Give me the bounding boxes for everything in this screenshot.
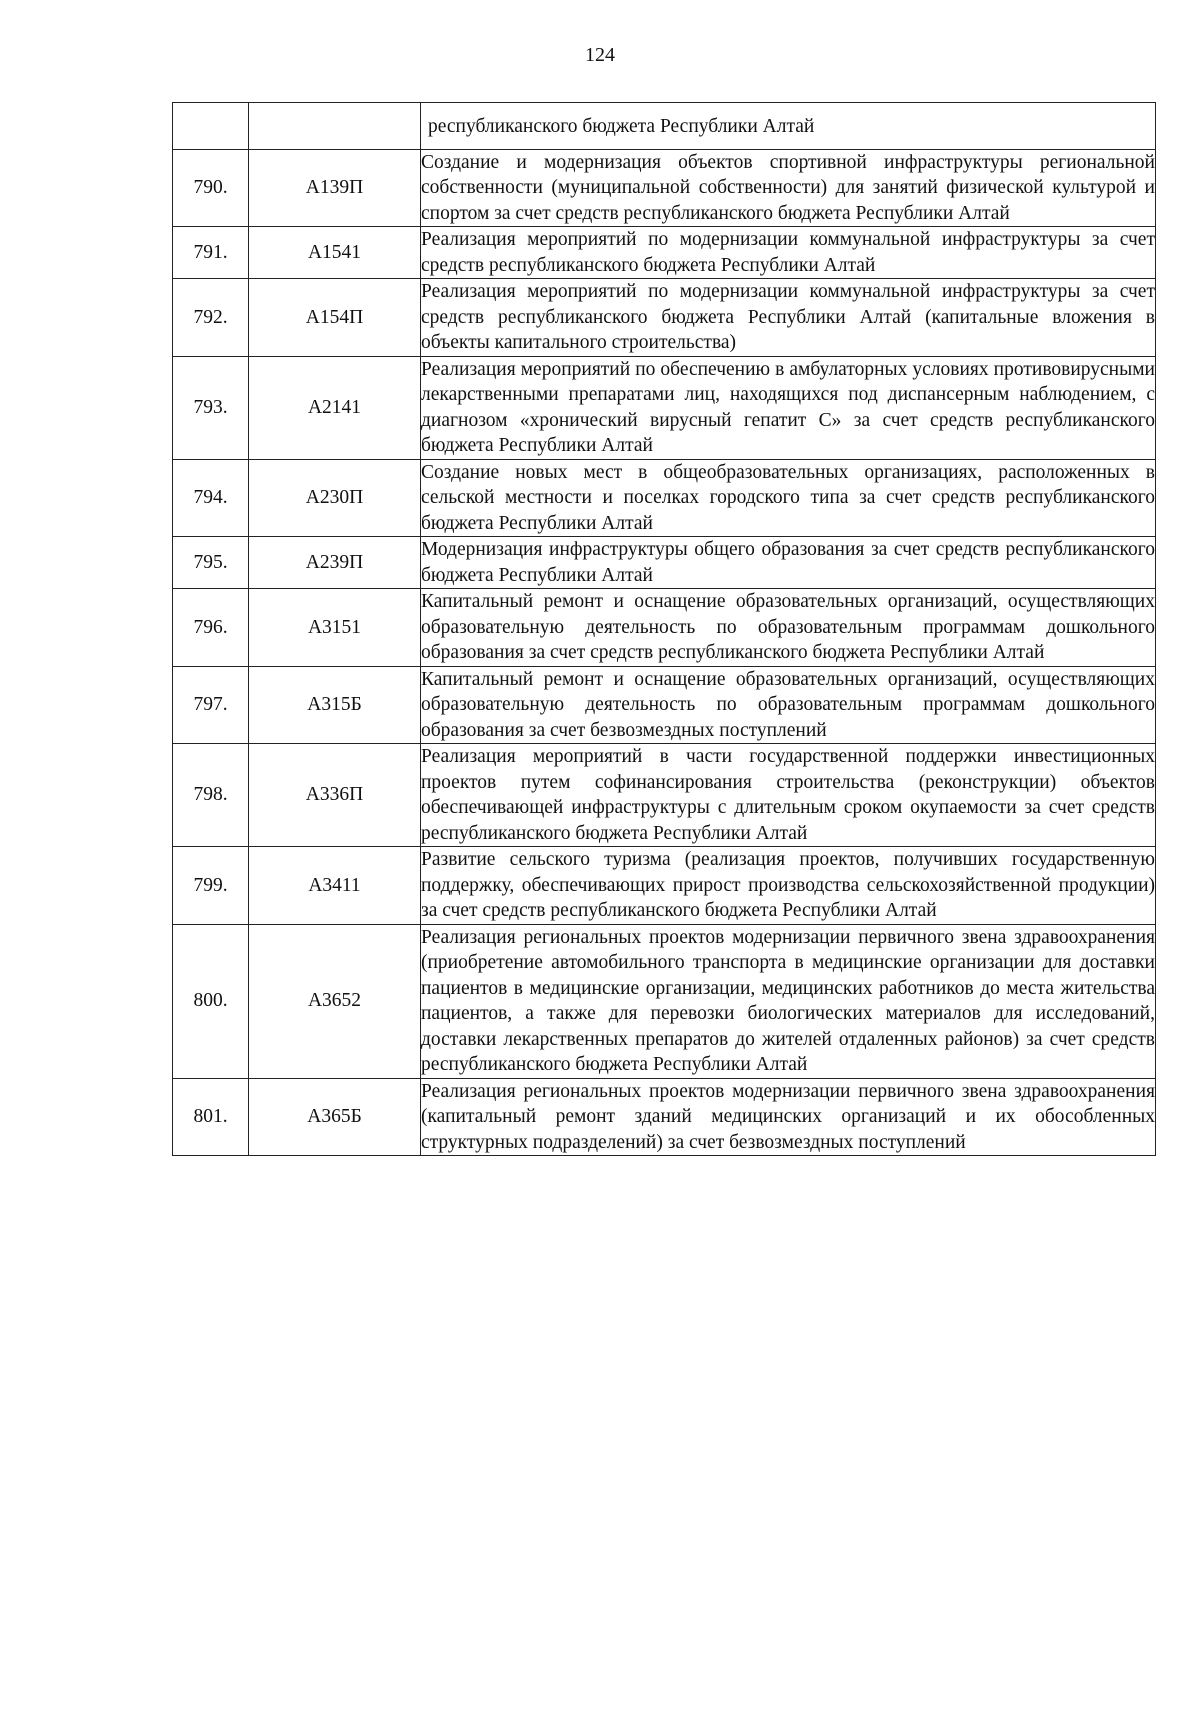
row-description: Реализация мероприятий по модернизации коммунальной инфраструктуры за счет средств республиканского бюджета Республики Алтай — [421, 227, 1156, 279]
row-description: Капитальный ремонт и оснащение образовательных организаций, осуществляющих образовательную деятельность по образовательным программам дошкольного образования за счет средств республиканского бюджета Республики Алтай — [421, 589, 1156, 667]
row-description: Реализация региональных проектов модернизации первичного звена здравоохранения (приобретение автомобильного транспорта в медицинские организации для доставки пациентов в медицинские организации, медицинских работников до места жительства пациентов, а также для перевозки биологических материалов для исследований, доставки лекарственных препаратов до жителей отдаленных районов) за счет средств республиканского бюджета Республики Алтай — [421, 924, 1156, 1078]
row-code: А336П — [249, 744, 421, 847]
budget-codes-table — [172, 102, 1156, 1156]
row-number: 799. — [173, 847, 249, 925]
row-code: А239П — [249, 537, 421, 589]
row-number: 801. — [173, 1078, 249, 1156]
row-code: А3151 — [249, 589, 421, 667]
row-number: 797. — [173, 666, 249, 744]
row-number: 791. — [173, 227, 249, 279]
row-description: Создание и модернизация объектов спортивной инфраструктуры региональной собственности (муниципальной собственности) для занятий физической культурой и спортом за счет средств республиканского бюджета Республики Алтай — [421, 149, 1156, 227]
row-description: республиканского бюджета Республики Алтай — [421, 103, 1156, 150]
row-description: Модернизация инфраструктуры общего образования за счет средств республиканского бюджета Республики Алтай — [421, 537, 1156, 589]
row-number: 792. — [173, 279, 249, 357]
row-code: А1541 — [249, 227, 421, 279]
row-description: Реализация мероприятий в части государственной поддержки инвестиционных проектов путем софинансирования строительства (реконструкции) объектов обеспечивающей инфраструктуры с длительным сроком окупаемости за счет средств республиканского бюджета Республики Алтай — [421, 744, 1156, 847]
row-description: Развитие сельского туризма (реализация проектов, получивших государственную поддержку, обеспечивающих прирост производства сельскохозяйственной продукции) за счет средств республиканского бюджета Республики Алтай — [421, 847, 1156, 925]
row-description: Реализация мероприятий по модернизации коммунальной инфраструктуры за счет средств республиканского бюджета Республики Алтай (капитальные вложения в объекты капитального строительства) — [421, 279, 1156, 357]
table-row — [173, 459, 1156, 537]
table-row — [173, 924, 1156, 1078]
table-row — [173, 149, 1156, 227]
row-code: А3411 — [249, 847, 421, 925]
row-description: Создание новых мест в общеобразовательных организациях, расположенных в сельской местности и поселках городского типа за счет средств республиканского бюджета Республики Алтай — [421, 459, 1156, 537]
row-number: 800. — [173, 924, 249, 1078]
table-row — [173, 356, 1156, 459]
table-row — [173, 279, 1156, 357]
table-row — [173, 847, 1156, 925]
row-description: Реализация мероприятий по обеспечению в амбулаторных условиях противовирусными лекарственными препаратами лиц, находящихся под диспансерным наблюдением, с диагнозом «хронический вирусный гепатит С» за счет средств республиканского бюджета Республики Алтай — [421, 356, 1156, 459]
row-number: 794. — [173, 459, 249, 537]
row-description: Реализация региональных проектов модернизации первичного звена здравоохранения (капитальный ремонт зданий медицинских организаций и их обособленных структурных подразделений) за счет безвозмездных поступлений — [421, 1078, 1156, 1156]
row-number — [173, 103, 249, 150]
row-code: А315Б — [249, 666, 421, 744]
row-code: А3652 — [249, 924, 421, 1078]
row-code: А139П — [249, 149, 421, 227]
table-row — [173, 537, 1156, 589]
table-row — [173, 227, 1156, 279]
row-number: 790. — [173, 149, 249, 227]
row-number: 796. — [173, 589, 249, 667]
row-code — [249, 103, 421, 150]
row-number: 798. — [173, 744, 249, 847]
table-row — [173, 1078, 1156, 1156]
table-row — [173, 589, 1156, 667]
row-code: А2141 — [249, 356, 421, 459]
row-number: 793. — [173, 356, 249, 459]
table-row — [173, 744, 1156, 847]
table-row-continuation — [173, 103, 1156, 150]
row-code: А365Б — [249, 1078, 421, 1156]
row-code: А230П — [249, 459, 421, 537]
table-row — [173, 666, 1156, 744]
page-number: 124 — [585, 44, 615, 66]
row-description: Капитальный ремонт и оснащение образовательных организаций, осуществляющих образовательную деятельность по образовательным программам дошкольного образования за счет безвозмездных поступлений — [421, 666, 1156, 744]
row-code: А154П — [249, 279, 421, 357]
row-number: 795. — [173, 537, 249, 589]
